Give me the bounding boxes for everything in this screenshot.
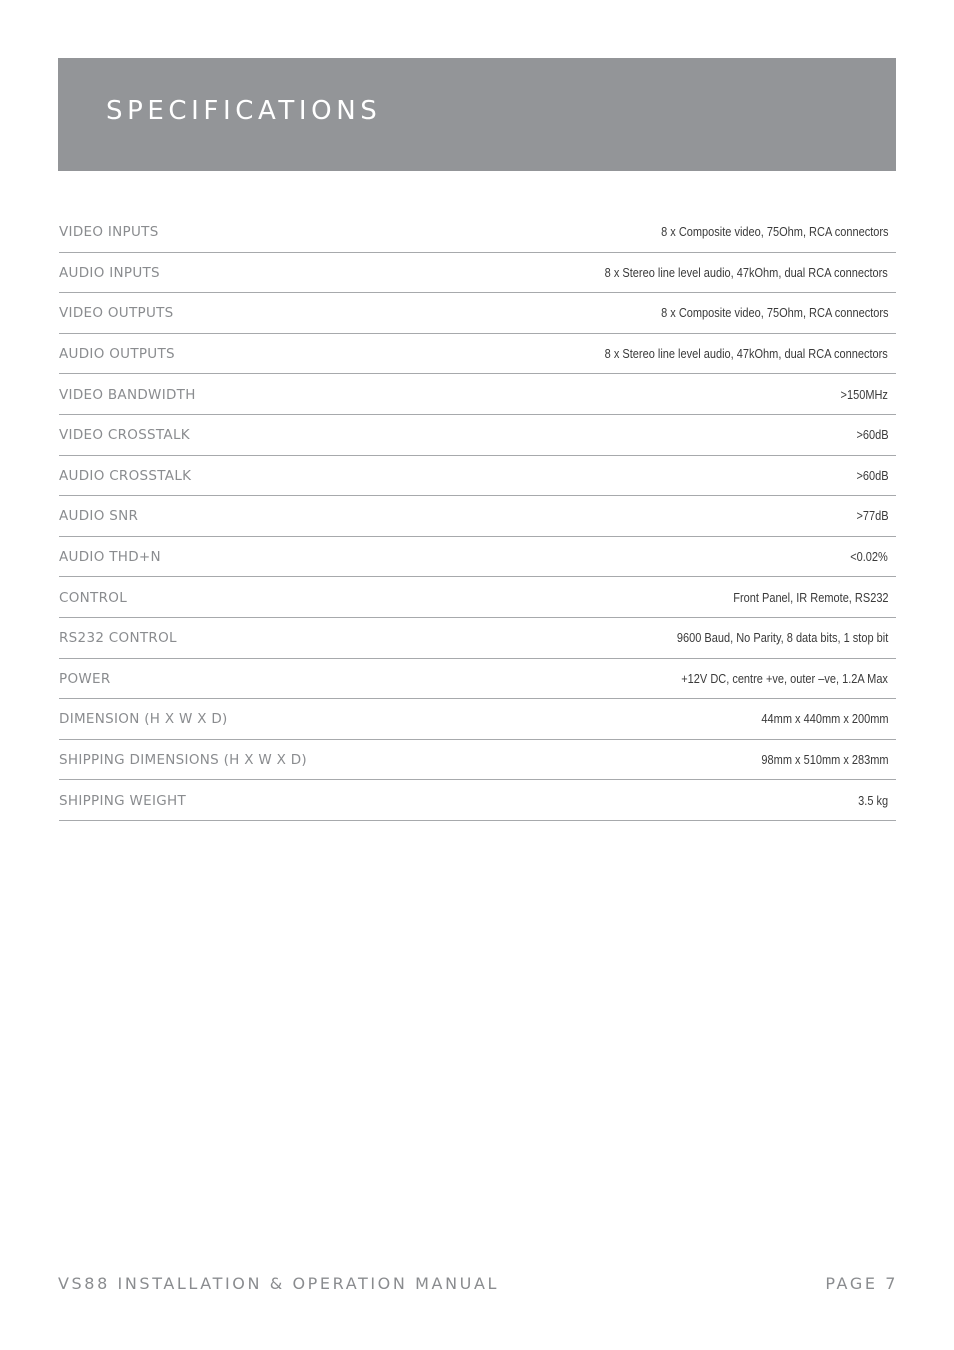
spec-label: DIMENSION (H X W X D): [59, 711, 228, 728]
spec-row-audio-inputs: [59, 253, 896, 294]
spec-label: VIDEO INPUTS: [59, 224, 159, 241]
spec-value: 8 x Composite video, 75Ohm, RCA connectors: [660, 306, 889, 321]
spec-label: CONTROL: [59, 589, 128, 606]
spec-value: 98mm x 510mm x 283mm: [760, 753, 889, 768]
spec-value: >60dB: [855, 468, 889, 483]
spec-label: VIDEO CROSSTALK: [59, 427, 190, 444]
spec-label: AUDIO THD+N: [59, 549, 161, 566]
page-number: PAGE 7: [825, 1274, 898, 1293]
spec-value: >60dB: [855, 428, 889, 443]
spec-row-control: [59, 577, 896, 618]
spec-value: >150MHz: [840, 387, 889, 402]
spec-label: AUDIO INPUTS: [59, 264, 160, 281]
spec-value: >77dB: [855, 509, 889, 524]
specifications-table: [59, 212, 896, 821]
spec-label: SHIPPING WEIGHT: [59, 792, 187, 809]
spec-label: AUDIO CROSSTALK: [59, 467, 192, 484]
manual-title: VS88 INSTALLATION & OPERATION MANUAL: [58, 1274, 500, 1293]
spec-row-audio-outputs: [59, 334, 896, 375]
spec-row-rs232-control: [59, 618, 896, 659]
spec-value: 3.5 kg: [858, 793, 889, 808]
spec-row-audio-thd: [59, 537, 896, 578]
spec-label: VIDEO BANDWIDTH: [59, 386, 196, 403]
spec-value: 8 x Composite video, 75Ohm, RCA connectors: [660, 225, 889, 240]
spec-value: +12V DC, centre +ve, outer –ve, 1.2A Max: [681, 671, 889, 686]
spec-value: 8 x Stereo line level audio, 47kOhm, dual RCA connectors: [604, 347, 889, 362]
spec-label: RS232 CONTROL: [59, 630, 177, 647]
spec-value: 8 x Stereo line level audio, 47kOhm, dual RCA connectors: [604, 265, 889, 280]
page-footer: [58, 1274, 898, 1293]
spec-row-audio-snr: [59, 496, 896, 537]
page-title: SPECIFICATIONS: [106, 96, 382, 126]
spec-row-shipping-dimensions: [59, 740, 896, 781]
spec-label: VIDEO OUTPUTS: [59, 305, 174, 322]
spec-value: 44mm x 440mm x 200mm: [760, 712, 889, 727]
spec-label: POWER: [59, 670, 111, 687]
spec-row-dimension: [59, 699, 896, 740]
spec-row-audio-crosstalk: [59, 456, 896, 497]
spec-row-video-outputs: [59, 293, 896, 334]
spec-row-video-crosstalk: [59, 415, 896, 456]
spec-value: Front Panel, IR Remote, RS232: [732, 590, 889, 605]
section-header-band: [58, 58, 896, 171]
spec-row-video-bandwidth: [59, 374, 896, 415]
spec-row-shipping-weight: [59, 780, 896, 821]
spec-label: SHIPPING DIMENSIONS (H X W X D): [59, 752, 307, 769]
spec-label: AUDIO OUTPUTS: [59, 346, 175, 363]
spec-label: AUDIO SNR: [59, 508, 139, 525]
spec-value: <0.02%: [850, 550, 889, 565]
spec-row-power: [59, 659, 896, 700]
spec-value: 9600 Baud, No Parity, 8 data bits, 1 stop bit: [676, 631, 889, 646]
spec-row-video-inputs: [59, 212, 896, 253]
